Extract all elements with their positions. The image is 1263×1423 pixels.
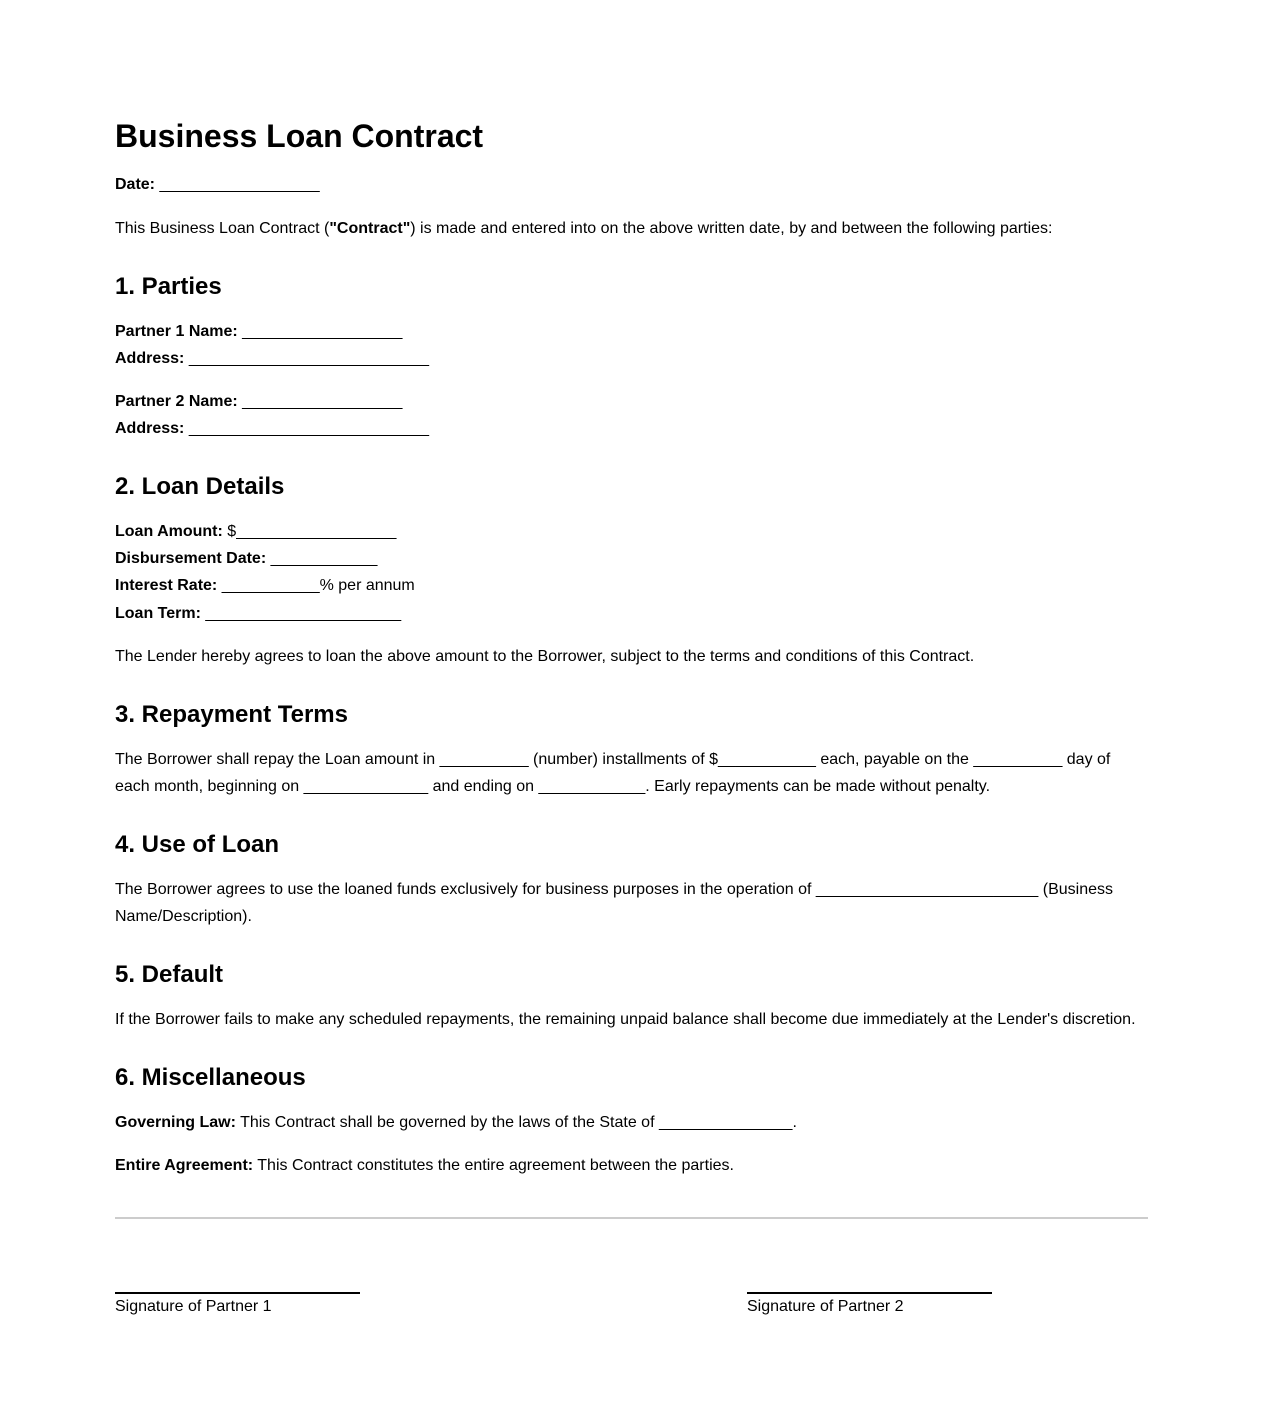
governing-law-text: This Contract shall be governed by the laws of the State of — [240, 1114, 655, 1132]
partner2-signature-label: Signature of Partner 2 — [747, 1297, 904, 1315]
partner2-signature-block — [747, 1292, 992, 1316]
repayment-paragraph: The Borrower shall repay the Loan amount in __________ (number) installments of $___________ each, payable on the __________ day of each month, beginning on ______________ and ending on ____________. Early repayments can be made without penalty. — [115, 750, 1111, 796]
partner2-signature-line — [747, 1292, 992, 1294]
section-heading-loan-details: 2. Loan Details — [115, 473, 285, 501]
partner1-signature-label: Signature of Partner 1 — [115, 1297, 272, 1315]
loan-term-label: Loan Term: — [115, 604, 201, 622]
contract-document — [115, 0, 1148, 1315]
partner1-address-label: Address: — [115, 349, 185, 367]
loan-amount-blank: __________________ — [236, 523, 397, 541]
partner1-signature-line — [115, 1292, 360, 1294]
interest-rate-label: Interest Rate: — [115, 577, 218, 595]
intro-text-pre: This Business Loan Contract ( — [115, 219, 330, 237]
lender-agreement-note: The Lender hereby agrees to loan the above amount to the Borrower, subject to the terms and conditions of this Contract. — [115, 647, 975, 665]
partner2-name-blank: __________________ — [242, 392, 403, 410]
partner1-signature-block — [115, 1292, 360, 1316]
section-heading-default: 5. Default — [115, 961, 224, 989]
disbursement-date-label: Disbursement Date: — [115, 550, 267, 568]
intro-term: "Contract" — [329, 219, 411, 237]
entire-agreement-text: This Contract constitutes the entire agreement between the parties. — [257, 1157, 734, 1175]
date-label: Date: — [115, 176, 156, 194]
governing-law-suffix: . — [792, 1114, 797, 1132]
interest-rate-suffix: % per annum — [319, 577, 415, 595]
partner1-name-label: Partner 1 Name: — [115, 322, 238, 340]
partner2-address-label: Address: — [115, 420, 185, 438]
loan-amount-label: Loan Amount: — [115, 523, 223, 541]
partner1-block — [115, 318, 1148, 372]
section-heading-use-of-loan: 4. Use of Loan — [115, 831, 280, 859]
partner2-block — [115, 388, 1148, 442]
intro-paragraph — [115, 215, 1148, 242]
signature-section — [115, 1292, 1148, 1316]
footer-divider — [115, 1217, 1148, 1219]
date-blank: __________________ — [159, 176, 320, 194]
default-paragraph: If the Borrower fails to make any scheduled repayments, the remaining unpaid balance shall become due immediately at the Lender's discretion. — [115, 1011, 1136, 1029]
interest-rate-blank: ___________ — [221, 577, 320, 595]
page-title: Business Loan Contract — [115, 118, 484, 154]
use-of-loan-paragraph: The Borrower agrees to use the loaned funds exclusively for business purposes in the operation of _________________________ (Business Name/Description). — [115, 881, 1114, 926]
governing-law-line — [115, 1109, 1148, 1136]
partner2-address-blank: ___________________________ — [188, 420, 430, 438]
loan-amount-prefix: $ — [227, 523, 237, 541]
partner1-address-blank: ___________________________ — [188, 349, 430, 367]
partner1-name-blank: __________________ — [242, 322, 403, 340]
section-heading-parties: 1. Parties — [115, 272, 222, 300]
disbursement-date-blank: ____________ — [270, 550, 378, 568]
section-heading-repayment: 3. Repayment Terms — [115, 701, 348, 729]
date-line — [115, 171, 1148, 198]
entire-agreement-line — [115, 1152, 1148, 1179]
governing-law-blank: _______________ — [658, 1114, 793, 1132]
partner2-name-label: Partner 2 Name: — [115, 392, 238, 410]
loan-term-blank: ______________________ — [205, 604, 402, 622]
intro-text-post: ) is made and entered into on the above written date, by and between the following parties: — [410, 219, 1053, 237]
loan-details-block — [115, 518, 1148, 627]
entire-agreement-label: Entire Agreement: — [115, 1157, 254, 1175]
section-heading-miscellaneous: 6. Miscellaneous — [115, 1064, 306, 1092]
governing-law-label: Governing Law: — [115, 1114, 236, 1132]
